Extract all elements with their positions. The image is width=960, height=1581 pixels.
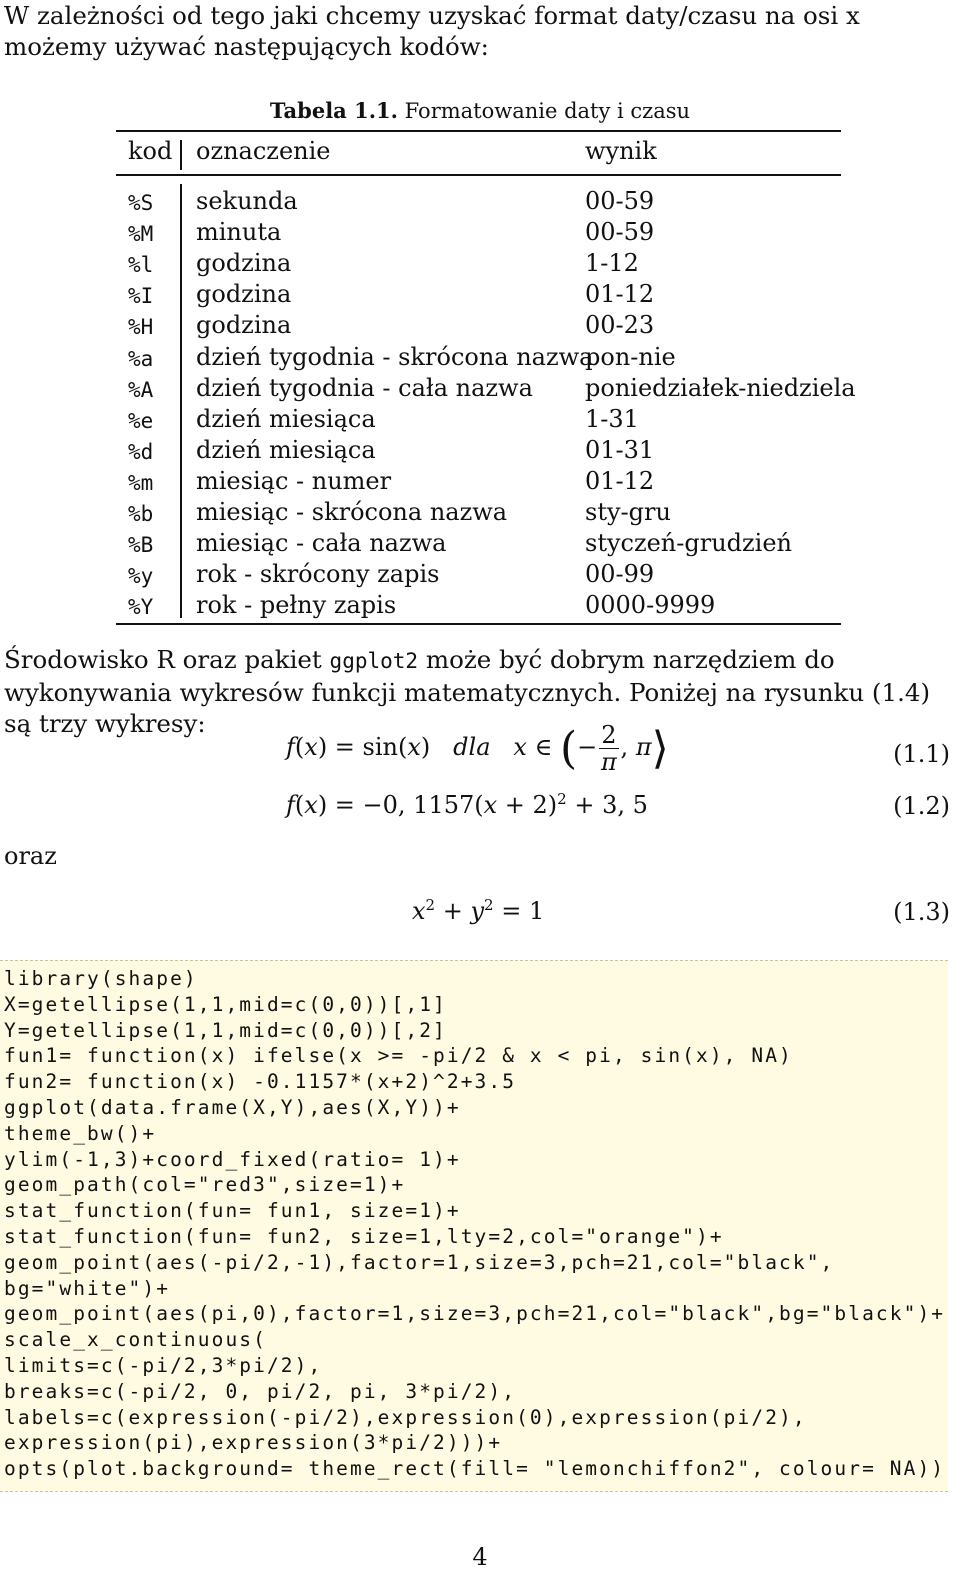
code-line: stat_function(fun= fun1, size=1)+ <box>4 1199 461 1223</box>
code-line: Y=getellipse(1,1,mid=c(0,0))[,2] <box>4 1018 447 1042</box>
row-result: poniedziałek-niedziela <box>585 373 856 402</box>
page-number: 4 <box>472 1543 488 1571</box>
row-meaning: miesiąc - numer <box>196 466 392 495</box>
header-kod: kod <box>128 137 173 165</box>
code-line: bg="white")+ <box>4 1276 171 1300</box>
header-divider <box>180 140 182 170</box>
paragraph-ggplot-code: ggplot2 <box>329 649 419 673</box>
connector-oraz: oraz <box>4 842 57 870</box>
row-result: 01-12 <box>585 280 655 309</box>
code-line: scale_x_continuous( <box>4 1328 267 1352</box>
code-line: labels=c(expression(-pi/2),expression(0),expression(pi/2), <box>4 1405 807 1429</box>
row-code: %a <box>128 346 154 371</box>
code-line: fun1= function(x) ifelse(x >= -pi/2 & x < pi, sin(x), NA) <box>4 1044 793 1068</box>
row-code: %A <box>128 377 154 402</box>
equation-1-2: f(x) = −0, $1157(x + 2)^2 + 3$, 5 <box>286 790 648 819</box>
body-divider <box>180 184 182 618</box>
row-code: %S <box>128 191 154 215</box>
row-meaning: dzień tygodnia - skrócona nazwa <box>196 342 594 371</box>
code-line: theme_bw()+ <box>4 1121 157 1145</box>
table-top-rule <box>116 130 841 132</box>
row-meaning: miesiąc - cała nazwa <box>196 529 447 558</box>
row-meaning: minuta <box>196 218 282 247</box>
code-line: breaks=c(-pi/2, 0, pi/2, pi, 3*pi/2), <box>4 1379 517 1403</box>
row-result: 00-59 <box>585 218 655 247</box>
header-oznaczenie: oznaczenie <box>196 137 331 165</box>
row-meaning: miesiąc - skrócona nazwa <box>196 498 508 526</box>
code-line: geom_path(col="red3",size=1)+ <box>4 1173 406 1197</box>
row-code: %B <box>128 533 154 558</box>
row-code: %l <box>128 253 154 278</box>
table-header-rule <box>116 174 841 176</box>
row-result: 0000-9999 <box>585 591 716 620</box>
row-result: sty-gru <box>585 498 671 526</box>
row-result: 01-31 <box>585 435 655 464</box>
row-code: %I <box>128 284 154 309</box>
code-line: ylim(-1,3)+coord_fixed(ratio= 1)+ <box>4 1147 461 1171</box>
header-wynik: wynik <box>585 137 657 165</box>
row-code: %e <box>128 408 154 433</box>
row-result: 00-23 <box>585 311 655 340</box>
row-result: 00-59 <box>585 187 655 215</box>
code-line: limits=c(-pi/2,3*pi/2), <box>4 1354 323 1377</box>
row-meaning: rok - skrócony zapis <box>196 560 440 589</box>
row-code: %m <box>128 470 154 495</box>
row-code: %y <box>128 564 154 589</box>
row-result: 1-12 <box>585 249 639 278</box>
intro-paragraph: W zależności od tego jaki chcemy uzyskać format daty/czasu na osi x możemy używać następujących kodów: <box>4 1 860 61</box>
equation-1-1-number: (1.1) <box>893 740 950 768</box>
code-line: library(shape) <box>4 967 198 990</box>
row-result: pon-nie <box>585 342 676 371</box>
row-result: 00-99 <box>585 560 655 589</box>
row-meaning: godzina <box>196 311 292 340</box>
row-meaning: dzień miesiąca <box>196 404 376 433</box>
equation-1-1: f(x) = sin(x) dla x ∈ (− $\frac{2}{\pi}$ , π⟩ <box>286 721 669 776</box>
equation-1-2-number: (1.2) <box>893 792 950 820</box>
code-line: geom_point(aes(-pi/2,-1),factor=1,size=3,pch=21,col="black", <box>4 1250 835 1274</box>
code-line: X=getellipse(1,1,mid=c(0,0))[,1] <box>4 992 447 1016</box>
paragraph-ggplot-start: Środowisko R oraz pakiet <box>4 645 330 674</box>
row-code: %H <box>128 315 154 340</box>
row-meaning: sekunda <box>196 187 298 215</box>
code-line: fun2= function(x) -0.1157*(x+2)^2+3.5 <box>4 1070 517 1094</box>
paragraph-ggplot-end: może być dobrym narzędziem do wykonywania wykresów funkcji matematycznych. Poniżej na rysunku (1.4) są trzy wykresy: <box>4 645 931 738</box>
equation-1-3: $x^2 + y^2 = 1$ <box>412 896 545 925</box>
table-caption-text: Formatowanie daty i czasu <box>404 99 691 123</box>
row-code: %Y <box>128 595 154 620</box>
code-line: opts(plot.background= theme_rect(fill= "lemonchiffon2", colour= NA)) <box>4 1457 946 1481</box>
row-meaning: dzień tygodnia - cała nazwa <box>196 373 533 402</box>
row-code: %M <box>128 222 154 247</box>
r-code-listing <box>0 960 948 1492</box>
row-result: 01-12 <box>585 466 655 495</box>
row-meaning: godzina <box>196 249 292 278</box>
equation-1-3-number: (1.3) <box>893 898 950 926</box>
row-meaning: rok - pełny zapis <box>196 591 397 620</box>
row-result: styczeń-grudzień <box>585 529 793 558</box>
row-code: %d <box>128 439 154 464</box>
code-line: expression(pi),expression(3*pi/2)))+ <box>4 1431 503 1455</box>
code-line: stat_function(fun= fun2, size=1,lty=2,col="orange")+ <box>4 1225 724 1248</box>
table-caption <box>0 98 960 123</box>
row-meaning: dzień miesiąca <box>196 435 376 464</box>
table-caption-label: Tabela 1.1. <box>269 98 398 123</box>
row-code: %b <box>128 502 154 526</box>
code-line: ggplot(data.frame(X,Y),aes(X,Y))+ <box>4 1096 461 1119</box>
row-result: 1-31 <box>585 404 639 433</box>
row-meaning: godzina <box>196 280 292 309</box>
table-bottom-rule <box>116 623 841 625</box>
code-line: geom_point(aes(pi,0),factor=1,size=3,pch=21,col="black",bg="black")+ <box>4 1302 946 1326</box>
